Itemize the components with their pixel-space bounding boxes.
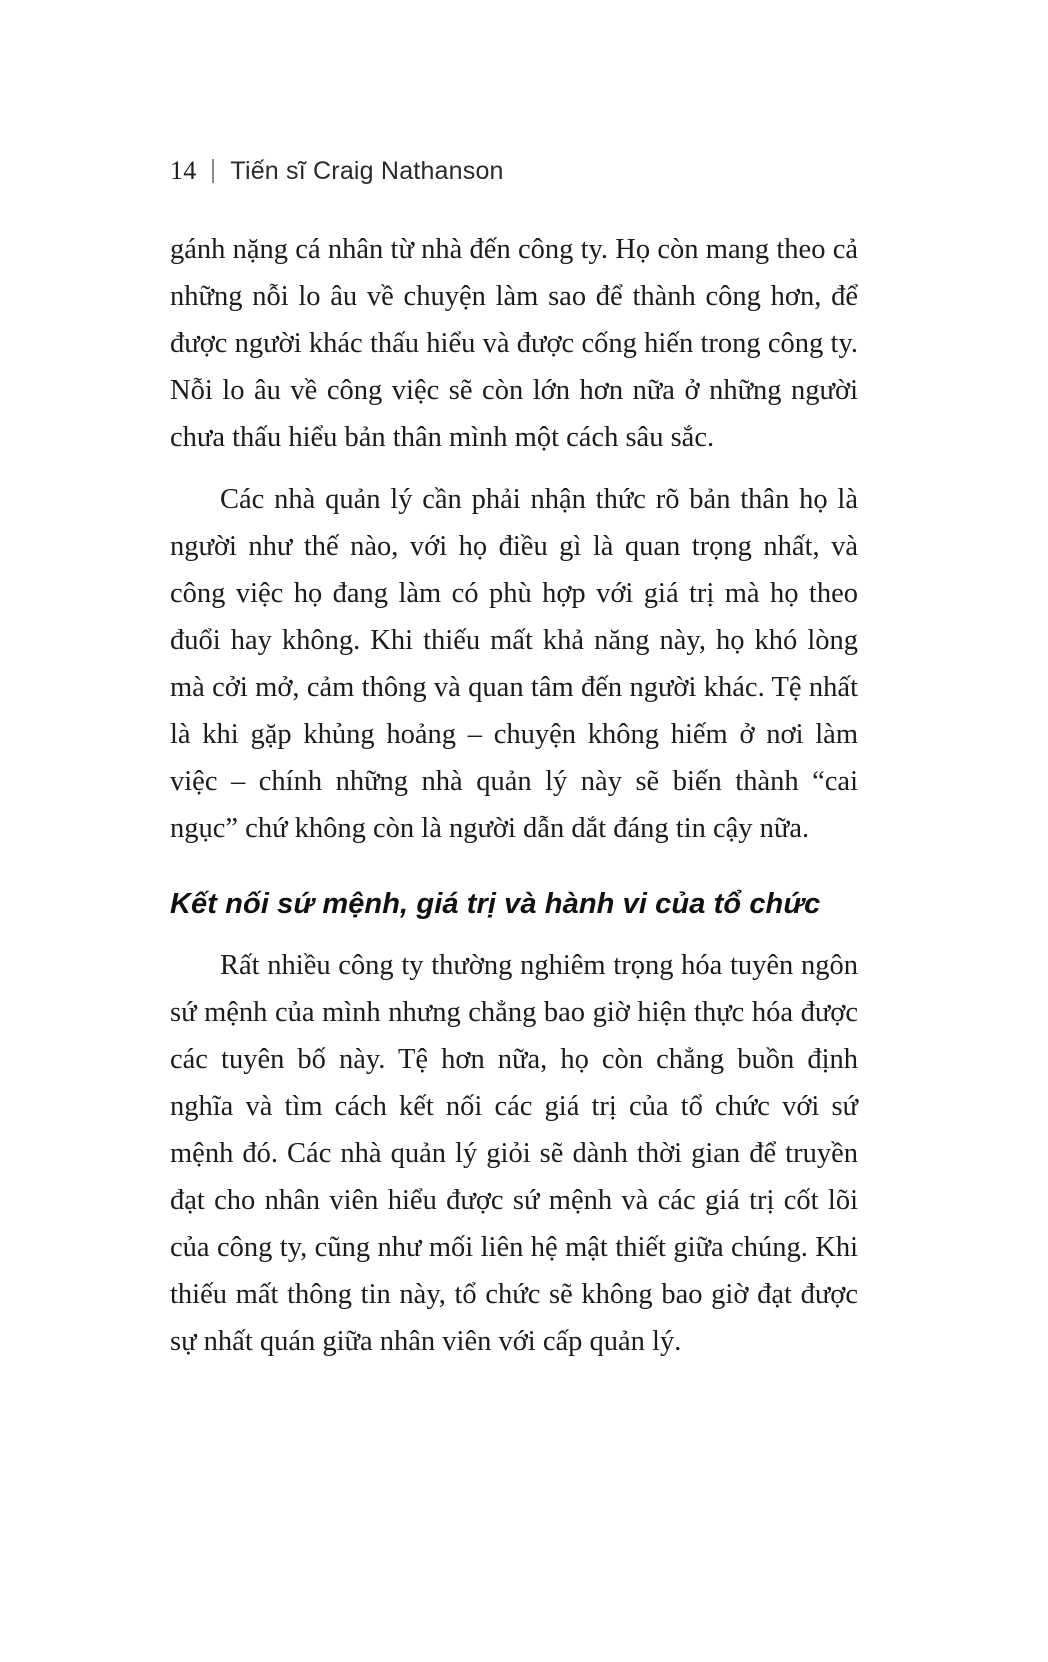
section-heading: Kết nối sứ mệnh, giá trị và hành vi của tổ chức [170,888,821,920]
header-author: Tiến sĩ Craig Nathanson [230,157,504,185]
page-number: 14 [170,156,197,185]
running-header [170,156,878,186]
paragraph: Các nhà quản lý cần phải nhận thức rõ bản thân họ là người như thế nào, với họ điều gì là quan trọng nhất, và công việc họ đang làm có phù hợp với giá trị mà họ theo đuổi hay không. Khi thiếu mất khả năng này, họ khó lòng mà cởi mở, cảm thông và quan tâm đến người khác. Tệ nhất là khi gặp khủng hoảng – chuyện không hiếm ở nơi làm việc – chính những nhà quản lý này sẽ biến thành “cai ngục” chứ không còn là người dẫn dắt đáng tin cậy nữa. [170,484,858,844]
header-divider [212,159,214,183]
paragraph: Rất nhiều công ty thường nghiêm trọng hóa tuyên ngôn sứ mệnh của mình nhưng chẳng bao giờ hiện thực hóa được các tuyên bố này. Tệ hơn nữa, họ còn chẳng buồn định nghĩa và tìm cách kết nối các giá trị của tổ chức với sứ mệnh đó. Các nhà quản lý giỏi sẽ dành thời gian để truyền đạt cho nhân viên hiểu được sứ mệnh và các giá trị cốt lõi của công ty, cũng như mối liên hệ mật thiết giữa chúng. Khi thiếu mất thông tin này, tổ chức sẽ không bao giờ đạt được sự nhất quán giữa nhân viên với cấp quản lý. [170,950,858,1357]
paragraph: gánh nặng cá nhân từ nhà đến công ty. Họ còn mang theo cả những nỗi lo âu về chuyện làm sao để thành công hơn, để được người khác thấu hiểu và được cống hiến trong công ty. Nỗi lo âu về công việc sẽ còn lớn hơn nữa ở những người chưa thấu hiểu bản thân mình một cách sâu sắc. [170,234,858,453]
page-body [170,226,858,1380]
